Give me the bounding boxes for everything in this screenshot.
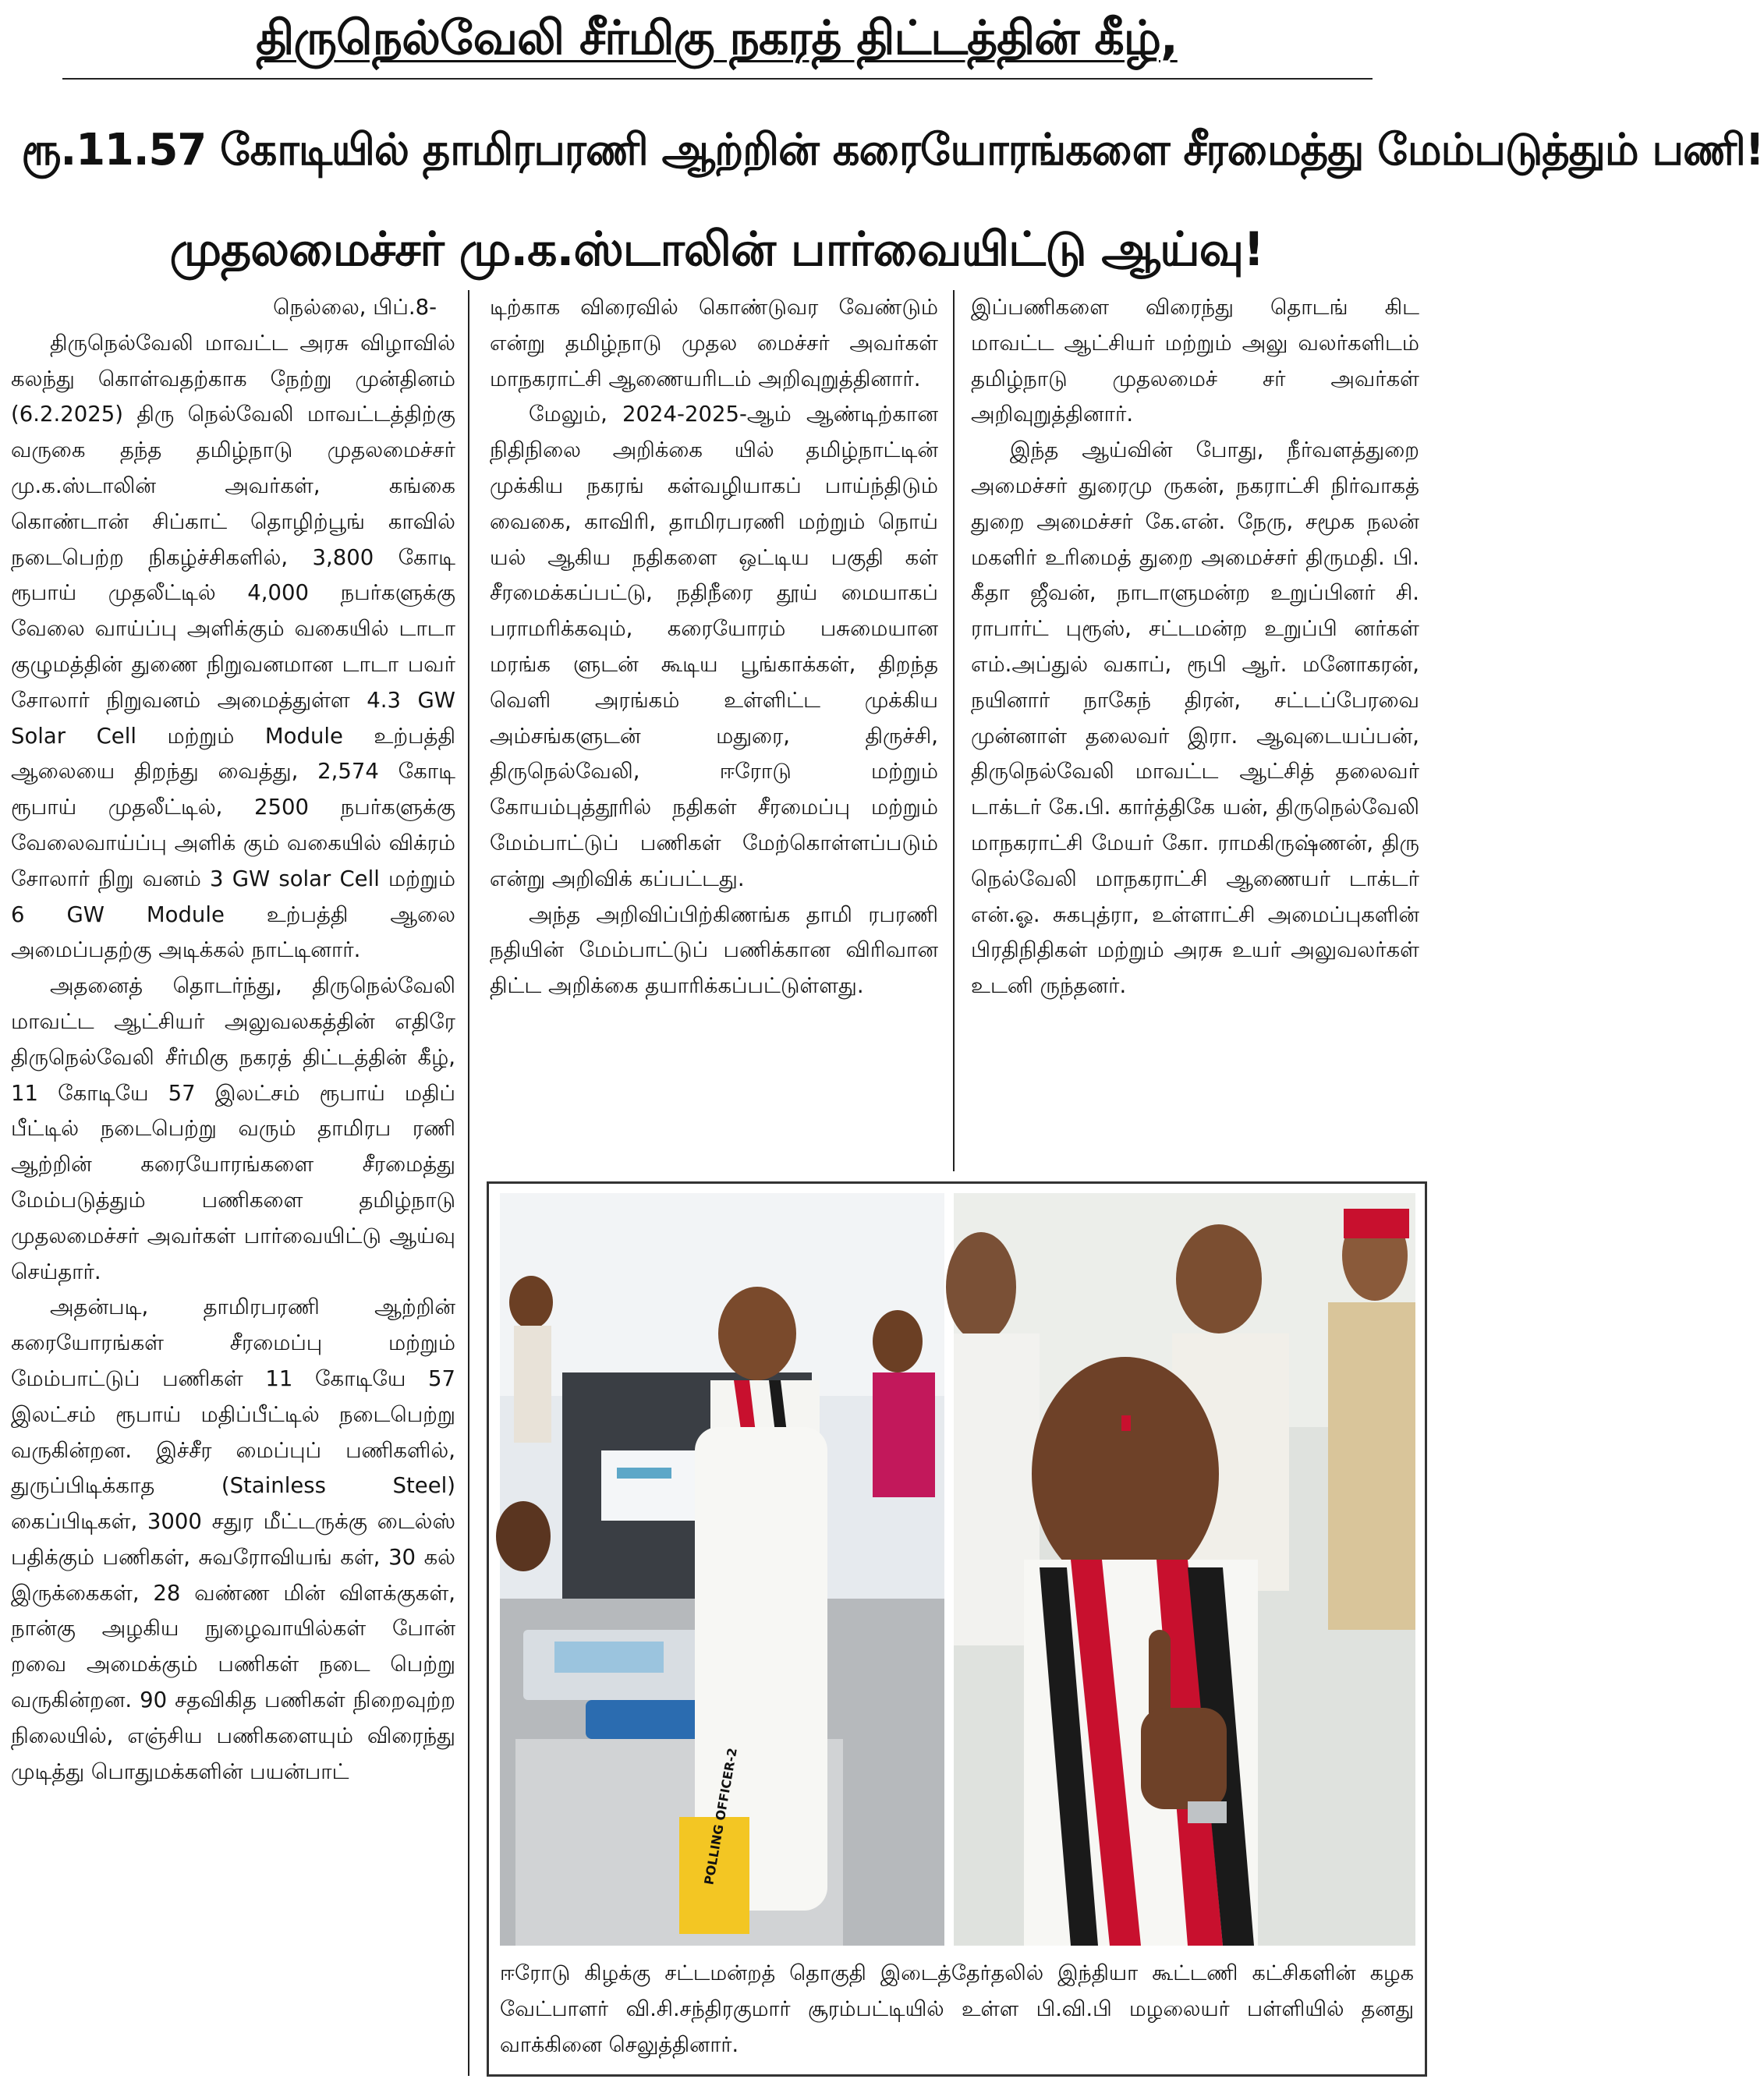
article-column-3	[971, 290, 1419, 1171]
polling-officer-sign: POLLING OFFICER-2	[701, 1746, 740, 1886]
article-column-1	[11, 290, 455, 2076]
photo-caption: ஈரோடு கிழக்கு சட்டமன்றத் தொகுதி இடைத்தேர்தலில் இந்தியா கூட்டணி கட்சிகளின் கழக வேட்பாளர் வி.சி.சந்திரகுமார் சூரம்பட்டியில் உள்ள பி.வி.பி மழலையர் பள்ளியில் தனது வாக்கினை செலுத்தினார்.	[500, 1961, 1414, 2057]
voting-booth-photo	[500, 1193, 944, 1946]
headline-line-3: முதலமைச்சர் மு.க.ஸ்டாலின் பார்வையிட்டு ஆய்வு!	[169, 222, 1264, 277]
headline-line-2: ரூ.11.57 கோடியில் தாமிரபரணி ஆற்றின் கரையோரங்களை சீரமைத்து மேம்படுத்தும் பணி!	[21, 125, 1764, 175]
headline-line-1: திருநெல்வேலி சீர்மிகு நகரத் திட்டத்தின் கீழ்,	[256, 11, 1178, 66]
article-paragraph: இந்த ஆய்வின் போது, நீர்வளத்துறை அமைச்சர் துரைமு ருகன், நகராட்சி நிர்வாகத் துறை அமைச்சர் கே.என். நேரு, சமூக நலன் மகளிர் உரிமைத் துறை அமைச்சர் திருமதி. பி. கீதா ஜீவன், நாடாளுமன்ற உறுப்பினர் சி. ராபார்ட் புரூஸ், சட்டமன்ற உறுப்பி னர்கள் எம்.அப்துல் வகாப், ரூபி ஆர். மனோகரன், நயினார் நாகேந் திரன், சட்டப்பேரவை முன்னாள் தலைவர் இரா. ஆவுடையப்பன், திருநெல்வேலி மாவட்ட ஆட்சித் தலைவர் டாக்டர் கே.பி. கார்த்திகே யன், திருநெல்வேலி மாநகராட்சி மேயர் கோ. ராமகிருஷ்ணன், திரு நெல்வேலி மாநகராட்சி ஆணையர் டாக்டர் என்.ஓ. சுகபுத்ரா, உள்ளாட்சி அமைப்புகளின் பிரதிநிதிகள் மற்றும் அரசு உயர் அலுவலர்கள் உடனி ருந்தனர்.	[971, 437, 1419, 999]
article-paragraph: இப்பணிகளை விரைந்து தொடங் கிட மாவட்ட ஆட்சியர் மற்றும் அலு வலர்களிடம் தமிழ்நாடு முதலமைச் சர் அவர்கள் அறிவுறுத்தினார்.	[971, 295, 1419, 427]
dateline: நெல்லை, பிப்.8-	[273, 295, 437, 320]
candidate-inked-finger-photo	[954, 1193, 1415, 1946]
article-paragraph: அந்த அறிவிப்பிற்கிணங்க தாமி ரபரணி நதியின் மேம்பாட்டுப் பணிக்கான விரிவான திட்ட அறிக்கை தயாரிக்கப்பட்டுள்ளது.	[490, 901, 938, 999]
news-photo-box	[487, 1181, 1427, 2077]
article-paragraph: அதன்படி, தாமிரபரணி ஆற்றின் கரையோரங்கள் சீரமைப்பு மற்றும் மேம்பாட்டுப் பணிகள் 11 கோடியே 57 இலட்சம் ரூபாய் மதிப்பீட்டில் நடைபெற்று வருகின்றன. இச்சீர மைப்புப் பணிகளில், துருப்பிடிக்காத (Stainless Steel) கைப்பிடிகள், 3000 சதுர மீட்டருக்கு டைல்ஸ் பதிக்கும் பணிகள், சுவரோவியங் கள், 30 கல் இருக்கைகள், 28 வண்ண மின் விளக்குகள், நான்கு அழகிய நுழைவாயில்கள் போன் றவை அமைக்கும் பணிகள் நடை பெற்று வருகின்றன. 90 சதவிகித பணிகள் நிறைவுற்ற நிலையில், எஞ்சிய பணிகளையும் விரைந்து முடித்து பொதுமக்களின் பயன்பாட்	[11, 1295, 455, 1784]
article-column-2	[490, 290, 938, 1171]
article-paragraph: அதனைத் தொடர்ந்து, திருநெல்வேலி மாவட்ட ஆட்சியர் அலுவலகத்தின் எதிரே திருநெல்வேலி சீர்மிகு நகரத் திட்டத்தின் கீழ், 11 கோடியே 57 இலட்சம் ரூபாய் மதிப் பீட்டில் நடைபெற்று வரும் தாமிரப ரணி ஆற்றின் கரையோரங்களை சீரமைத்து மேம்படுத்தும் பணிகளை தமிழ்நாடு முதலமைச்சர் அவர்கள் பார்வையிட்டு ஆய்வு செய்தார்.	[11, 973, 455, 1284]
column-divider-2	[953, 290, 955, 1171]
article-paragraph: திருநெல்வேலி மாவட்ட அரசு விழாவில் கலந்து கொள்வதற்காக நேற்று முன்தினம் (6.2.2025) திரு நெல்வேலி மாவட்டத்திற்கு வருகை தந்த தமிழ்நாடு முதலமைச்சர் மு.க.ஸ்டாலின் அவர்கள், கங்கை கொண்டான் சிப்காட் தொழிற்பூங் காவில் நடைபெற்ற நிகழ்ச்சிகளில், 3,800 கோடி ரூபாய் முதலீட்டில் 4,000 நபர்களுக்கு வேலை வாய்ப்பு அளிக்கும் வகையில் டாடா குழுமத்தின் துணை நிறுவனமான டாடா பவர் சோலார் நிறுவனம் அமைத்துள்ள 4.3 GW Solar Cell மற்றும் Module உற்பத்தி ஆலையை திறந்து வைத்து, 2,574 கோடி ரூபாய் முதலீட்டில், 2500 நபர்களுக்கு வேலைவாய்ப்பு அளிக் கும் வகையில் விக்ரம் சோலார் நிறு வனம் 3 GW solar Cell மற்றும் 6 GW Module உற்பத்தி ஆலை அமைப்பதற்கு அடிக்கல் நாட்டினார்.	[11, 330, 455, 963]
article-paragraph: டிற்காக விரைவில் கொண்டுவர வேண்டும் என்று தமிழ்நாடு முதல மைச்சர் அவர்கள் மாநகராட்சி ஆணையரிடம் அறிவுறுத்தினார்.	[490, 295, 938, 391]
column-divider-1	[468, 290, 469, 2076]
candidate-portrait-illustration	[954, 1193, 1415, 1946]
article-paragraph: மேலும், 2024-2025-ஆம் ஆண்டிற்கான நிதிநிலை அறிக்கை யில் தமிழ்நாட்டின் முக்கிய நகரங் கள்வழியாகப் பாய்ந்திடும் வைகை, காவிரி, தாமிரபரணி மற்றும் நொய் யல் ஆகிய நதிகளை ஒட்டிய பகுதி கள் சீரமைக்கப்பட்டு, நதிநீரை தூய் மையாகப் பராமரிக்கவும், கரையோரம் பசுமையான மரங்க ளுடன் கூடிய பூங்காக்கள், திறந்த வெளி அரங்கம் உள்ளிட்ட முக்கிய அம்சங்களுடன் மதுரை, திருச்சி, திருநெல்வேலி, ஈரோடு மற்றும் கோயம்புத்தூரில் நதிகள் சீரமைப்பு மற்றும் மேம்பாட்டுப் பணிகள் மேற்கொள்ளப்படும் என்று அறிவிக் கப்பட்டது.	[490, 402, 938, 891]
headline-divider	[62, 78, 1373, 80]
